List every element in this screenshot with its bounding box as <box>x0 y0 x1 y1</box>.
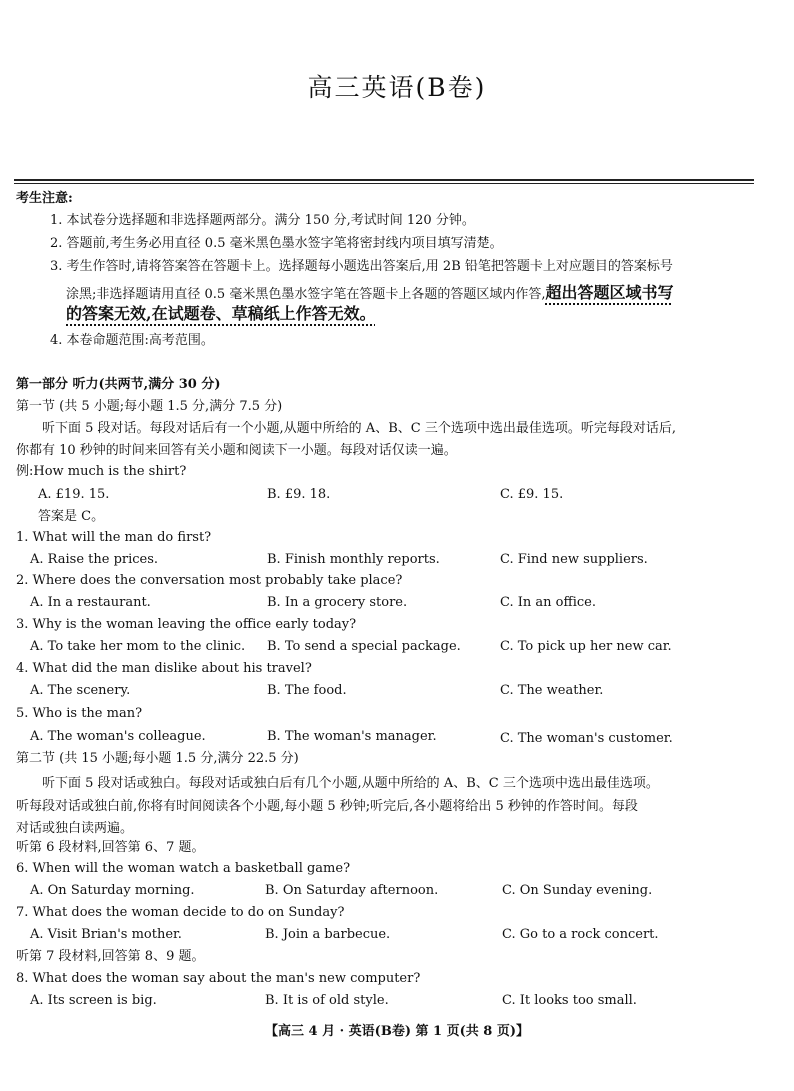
example-option-b: B. £9. 18. <box>267 487 331 502</box>
section2-heading: 第二节 (共 15 小题;每小题 1.5 分,满分 22.5 分) <box>16 751 299 766</box>
q8-option-b: B. It is of old style. <box>265 993 389 1008</box>
q2-option-b: B. In a grocery store. <box>267 595 408 610</box>
header-rule <box>14 179 754 181</box>
material-6-heading: 听第 6 段材料,回答第 6、7 题。 <box>16 840 205 855</box>
q7-option-a: A. Visit Brian's mother. <box>30 927 182 942</box>
section2-instruction-3: 对话或独白读两遍。 <box>16 821 134 836</box>
example-question: 例:How much is the shirt? <box>16 464 187 479</box>
question-3: 3. Why is the woman leaving the office early today? <box>16 617 357 632</box>
q2-option-a: A. In a restaurant. <box>30 595 151 610</box>
notice-item-1: 1. 本试卷分选择题和非选择题两部分。满分 150 分,考试时间 120 分钟。 <box>50 213 475 228</box>
notice-emphasis-2: 的答案无效,在试题卷、草稿纸上作答无效。 <box>66 304 376 323</box>
header-rule-thin <box>14 183 754 184</box>
q5-option-b: B. The woman's manager. <box>267 729 437 744</box>
q7-option-b: B. Join a barbecue. <box>265 927 391 942</box>
q2-option-c: C. In an office. <box>500 595 596 610</box>
notice-emphasis-1: 超出答题区域书写 <box>545 283 674 302</box>
section2-instruction-2: 听每段对话或独白前,你将有时间阅读各个小题,每小题 5 秒钟;听完后,各小题将给出 5 秒钟的作答时间。每段 <box>16 799 638 814</box>
q7-option-c: C. Go to a rock concert. <box>502 927 659 942</box>
notice-heading: 考生注意: <box>16 191 73 206</box>
q1-option-c: C. Find new suppliers. <box>500 552 648 567</box>
example-answer: 答案是 C。 <box>38 509 105 524</box>
q5-option-c: C. The woman's customer. <box>500 731 673 746</box>
q1-option-a: A. Raise the prices. <box>30 552 159 567</box>
q5-option-a: A. The woman's colleague. <box>30 729 206 744</box>
q4-option-b: B. The food. <box>267 683 347 698</box>
q1-option-b: B. Finish monthly reports. <box>267 552 440 567</box>
question-4: 4. What did the man dislike about his travel? <box>16 661 312 676</box>
q6-option-c: C. On Sunday evening. <box>502 883 653 898</box>
q3-option-c: C. To pick up her new car. <box>500 639 672 654</box>
question-2: 2. Where does the conversation most probably take place? <box>16 573 403 588</box>
part1-heading: 第一部分 听力(共两节,满分 30 分) <box>16 377 221 392</box>
q3-option-b: B. To send a special package. <box>267 639 461 654</box>
question-7: 7. What does the woman decide to do on Sunday? <box>16 905 345 920</box>
question-5: 5. Who is the man? <box>16 706 143 721</box>
notice-item-4: 4. 本卷命题范围:高考范围。 <box>50 333 214 348</box>
notice-item-3-line2: 涂黑;非选择题请用直径 0.5 毫米黑色墨水签字笔在答题卡上各题的答题区域内作答, <box>66 287 546 302</box>
question-8: 8. What does the woman say about the man's new computer? <box>16 971 421 986</box>
section2-instruction-1: 听下面 5 段对话或独白。每段对话或独白后有几个小题,从题中所给的 A、B、C 三个选项中选出最佳选项。 <box>42 776 659 791</box>
q8-option-c: C. It looks too small. <box>502 993 637 1008</box>
q8-option-a: A. Its screen is big. <box>30 993 157 1008</box>
q3-option-a: A. To take her mom to the clinic. <box>30 639 246 654</box>
q6-option-b: B. On Saturday afternoon. <box>265 883 439 898</box>
page-title: 高三英语(B卷) <box>307 73 487 102</box>
section1-instruction-2: 你都有 10 秒钟的时间来回答有关小题和阅读下一小题。每段对话仅读一遍。 <box>16 443 457 458</box>
q4-option-c: C. The weather. <box>500 683 604 698</box>
section1-instruction-1: 听下面 5 段对话。每段对话后有一个小题,从题中所给的 A、B、C 三个选项中选出最佳选项。听完每段对话后, <box>42 421 676 436</box>
q4-option-a: A. The scenery. <box>30 683 131 698</box>
material-7-heading: 听第 7 段材料,回答第 8、9 题。 <box>16 949 205 964</box>
section1-heading: 第一节 (共 5 小题;每小题 1.5 分,满分 7.5 分) <box>16 399 283 414</box>
notice-item-2: 2. 答题前,考生务必用直径 0.5 毫米黑色墨水签字笔将密封线内项目填写清楚。 <box>50 236 503 251</box>
question-6: 6. When will the woman watch a basketball game? <box>16 861 351 876</box>
notice-item-3: 3. 考生作答时,请将答案答在答题卡上。选择题每小题选出答案后,用 2B 铅笔把答题卡上对应题目的答案标号 <box>50 259 673 274</box>
question-1: 1. What will the man do first? <box>16 530 212 545</box>
q6-option-a: A. On Saturday morning. <box>30 883 195 898</box>
page-footer: 【高三 4 月 · 英语(B卷) 第 1 页(共 8 页)】 <box>265 1024 529 1039</box>
example-option-c: C. £9. 15. <box>500 487 564 502</box>
example-option-a: A. £19. 15. <box>38 487 110 502</box>
notice-item-3-cont <box>66 283 673 303</box>
